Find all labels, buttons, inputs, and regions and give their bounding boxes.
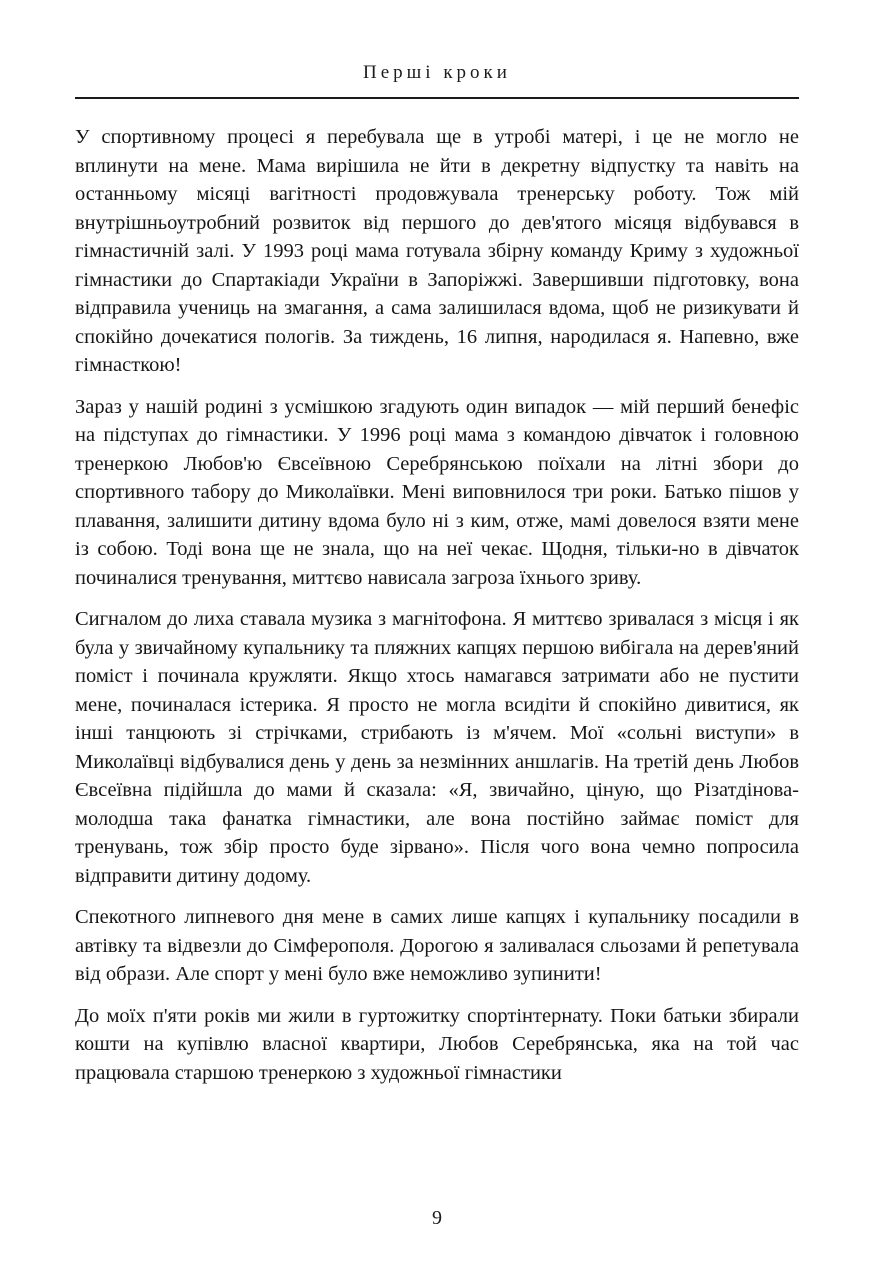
body-text [75, 123, 799, 1087]
running-header: Перші кроки [363, 62, 511, 83]
paragraph: Спекотного липневого дня мене в самих лише капцях і купальнику посадили в автівку та відвезли до Сімферополя. Дорогою я заливалася сльозами й репетувала від образи. Але спорт у мені було вже неможливо зупинити! [75, 906, 799, 985]
paragraph: Сигналом до лиха ставала музика з магнітофона. Я миттєво зривалася з місця і як була у звичайному купальнику та пляжних капцях першою вибігала на дерев'яний поміст і починала кружляти. Якщо хтось намагався затримати або не пустити мене, починалася істерика. Я просто не могла всидіти й спокійно дивитися, як інші танцюють зі стрічками, стрибають із м'ячем. Мої «сольні виступи» в Миколаївці відбувалися день у день за незмінних аншлагів. На третій день Любов Євсеївна підійшла до мами й сказала: «Я, звичайно, ціную, що Різатдінова-молодша така фанатка гімнастики, але вона постійно займає поміст для тренувань, тож збір просто буде зірвано». Після чого вона чемно попросила відправити дитину додому. [75, 608, 799, 887]
paragraph: До моїх п'яти років ми жили в гуртожитку спортінтернату. Поки батьки збирали кошти на купівлю власної квартири, Любов Серебрянська, яка на той час працювала старшою тренеркою з художньої гімнастики [75, 1004, 799, 1084]
page-number: 9 [432, 1207, 442, 1229]
header-rule [75, 97, 799, 99]
paragraph: Зараз у нашій родині з усмішкою згадують один випадок — мій перший бенефіс на підступах до гімнастики. У 1996 році мама з командою дівчаток і головною тренеркою Любов'ю Євсеївною Серебрянською поїхали на літні збори до спортивного табору до Миколаївки. Мені виповнилося три роки. Батько пішов у плавання, залишити дитину вдома було ні з ким, отже, мамі довелося взяти мене із собою. Тоді вона ще не знала, що на неї чекає. Щодня, тільки-но в дівчаток починалися тренування, миттєво нависала загроза їхнього зриву. [75, 395, 799, 589]
paragraph: У спортивному процесі я перебувала ще в утробі матері, і це не могло не вплинути на мене. Мама вирішила не йти в декретну відпустку та навіть на останньому місяці вагітності продовжувала тренерську роботу. Тож мій внутрішньоутробний розвиток від першого до дев'ятого місяця відбувався в гімнастичній залі. У 1993 році мама готувала збірну команду Криму з художньої гімнастики до Спартакіади України в Запоріжжі. Завершивши підготовку, вона відправила учениць на змагання, а сама залишилася вдома, щоб не ризикувати й спокійно дочекатися пологів. За тиждень, 16 липня, народилася я. Напевно, вже гімнасткою! [75, 126, 799, 376]
